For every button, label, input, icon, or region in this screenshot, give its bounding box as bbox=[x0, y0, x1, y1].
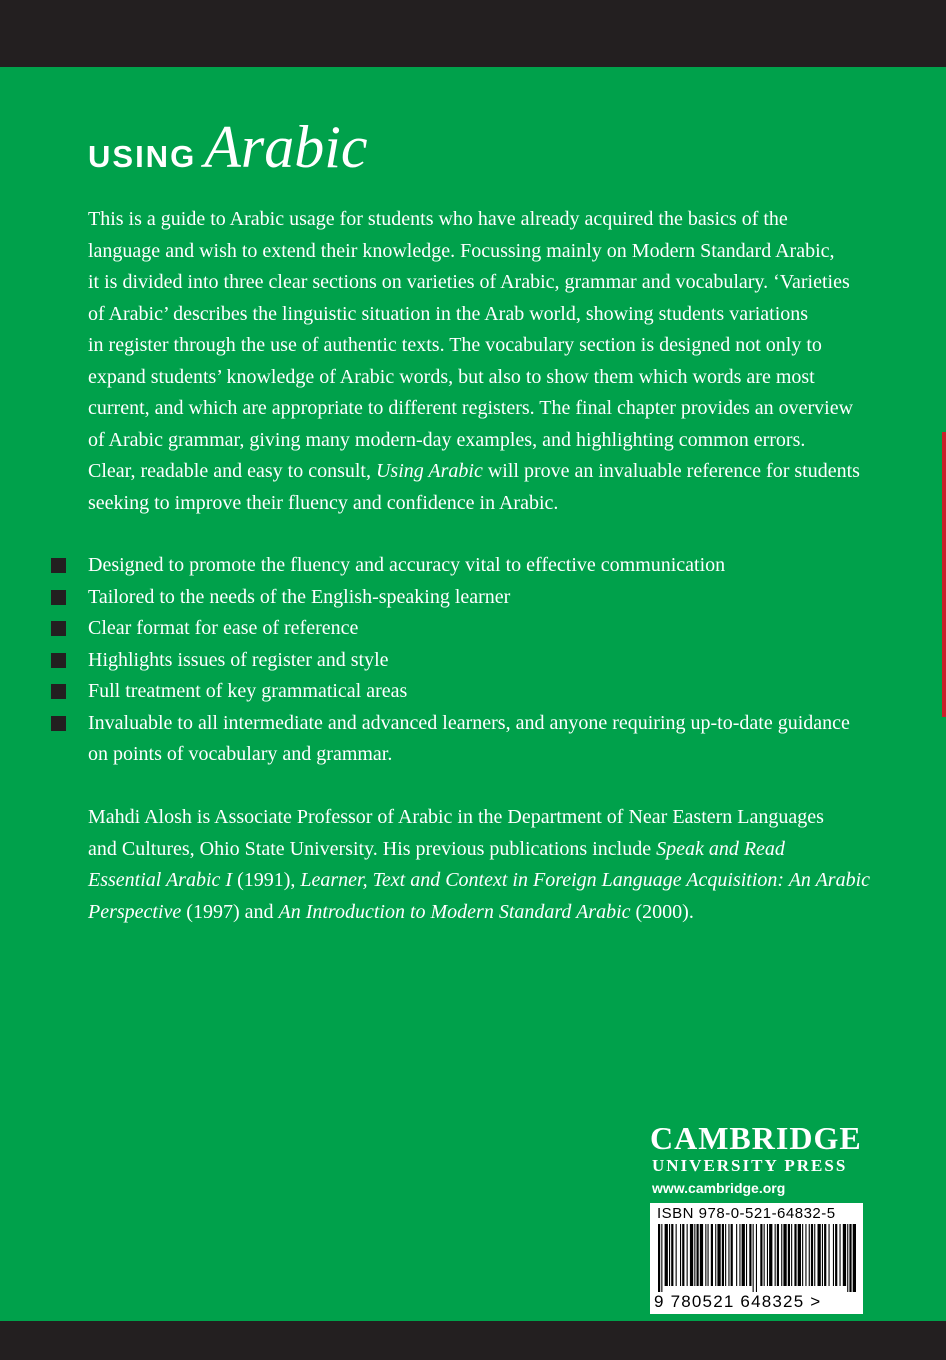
barcode-bar bbox=[849, 1224, 851, 1292]
publisher-name: CAMBRIDGE bbox=[650, 1120, 862, 1156]
blurb-line: in register through the use of authentic texts. The vocabulary section is designed not only to bbox=[88, 334, 822, 356]
barcode-bar bbox=[680, 1224, 681, 1286]
feature-item bbox=[0, 613, 946, 645]
bio-book-title: An Introduction to Modern Standard Arabic bbox=[278, 900, 631, 923]
blurb-line: current, and which are appropriate to different registers. The final chapter provides an overview bbox=[88, 397, 854, 419]
blurb-line: of Arabic grammar, giving many modern-day examples, and highlighting common errors. bbox=[88, 428, 806, 451]
barcode-bar bbox=[764, 1224, 765, 1286]
barcode-bar bbox=[742, 1224, 745, 1286]
barcode-bar bbox=[829, 1224, 830, 1286]
bio-line: Mahdi Alosh is Associate Professor of Arabic in the Department of Near Eastern Languages bbox=[88, 806, 824, 828]
blurb-line: seeking to improve their fluency and confidence in Arabic. bbox=[88, 491, 559, 514]
bio-text: and Cultures, Ohio State University. His previous publications include bbox=[88, 837, 657, 860]
bio-line bbox=[88, 865, 908, 897]
barcode-bar bbox=[840, 1224, 841, 1286]
barcode-bar bbox=[775, 1224, 776, 1286]
barcode-bar bbox=[783, 1224, 786, 1286]
barcode-bar bbox=[760, 1224, 762, 1286]
publisher-url: www.cambridge.org bbox=[652, 1180, 786, 1196]
barcode-bar bbox=[722, 1224, 724, 1286]
isbn-barcode bbox=[650, 1203, 863, 1314]
barcode-bar bbox=[777, 1224, 779, 1286]
barcode-bar bbox=[814, 1224, 815, 1286]
barcode-bar bbox=[833, 1224, 834, 1286]
publisher-subtitle: UNIVERSITY PRESS bbox=[652, 1156, 848, 1175]
barcode-bar bbox=[791, 1224, 792, 1286]
blurb-title-italic: Using Arabic bbox=[375, 460, 483, 482]
blurb-line: expand students’ knowledge of Arabic words, but also to show them which words are most bbox=[88, 365, 815, 388]
blurb-line: it is divided into three clear sections on varieties of Arabic, grammar and vocabulary. ‘Varieties bbox=[88, 271, 850, 293]
feature-item bbox=[0, 582, 946, 614]
barcode-bar bbox=[736, 1224, 737, 1286]
barcode-bar bbox=[690, 1224, 693, 1286]
barcode-bar bbox=[767, 1224, 768, 1286]
bullet-square-icon bbox=[51, 684, 66, 699]
blurb-text: will prove an invaluable reference for students bbox=[482, 460, 860, 482]
barcode-bar bbox=[705, 1224, 706, 1286]
barcode-bar bbox=[809, 1224, 810, 1286]
barcode-bar bbox=[671, 1224, 673, 1286]
bullet-square-icon bbox=[51, 590, 66, 605]
barcode-bar bbox=[769, 1224, 772, 1286]
barcode-bar bbox=[658, 1224, 660, 1292]
feature-list bbox=[0, 550, 946, 771]
bio-text: (1997) and bbox=[181, 900, 279, 923]
bullet-square-icon bbox=[51, 716, 66, 731]
barcode-bar bbox=[749, 1224, 751, 1286]
feature-text-continued: on points of vocabulary and grammar. bbox=[88, 743, 393, 765]
barcode-bar bbox=[853, 1224, 856, 1292]
bio-book-title: Perspective bbox=[88, 900, 182, 923]
feature-text: Designed to promote the fluency and accuracy vital to effective communication bbox=[88, 554, 726, 576]
barcode-bar bbox=[708, 1224, 709, 1286]
barcode-bar bbox=[805, 1224, 806, 1286]
barcode-bar bbox=[818, 1224, 821, 1286]
barcode-bar bbox=[794, 1224, 796, 1286]
feature-text: Highlights issues of register and style bbox=[88, 648, 389, 671]
barcode-bars bbox=[656, 1224, 857, 1292]
feature-text: Invaluable to all intermediate and advanced learners, and anyone requiring up-to-date guidance bbox=[88, 711, 850, 734]
barcode-bar bbox=[694, 1224, 695, 1286]
barcode-bar bbox=[739, 1224, 740, 1286]
blurb-text: Clear, readable and easy to consult, bbox=[88, 460, 376, 482]
feature-item bbox=[0, 708, 946, 771]
book-title bbox=[88, 113, 368, 182]
feature-text: Full treatment of key grammatical areas bbox=[88, 680, 408, 702]
barcode-bar bbox=[728, 1224, 729, 1286]
barcode-bar bbox=[788, 1224, 790, 1286]
barcode-bar bbox=[835, 1224, 837, 1286]
barcode-bar bbox=[725, 1224, 726, 1286]
barcode-bar bbox=[824, 1224, 826, 1286]
bullet-square-icon bbox=[51, 653, 66, 668]
blurb-line: of Arabic’ describes the linguistic situation in the Arab world, showing students variations bbox=[88, 302, 809, 325]
barcode-bar bbox=[781, 1224, 782, 1286]
blurb-paragraph bbox=[88, 204, 908, 519]
back-cover bbox=[0, 67, 946, 1321]
author-bio bbox=[88, 802, 908, 928]
bio-book-title: Speak and Read bbox=[656, 837, 785, 860]
barcode-bar bbox=[697, 1224, 699, 1286]
feature-text: Tailored to the needs of the English-speaking learner bbox=[88, 585, 511, 608]
barcode-bar bbox=[661, 1224, 662, 1292]
barcode-bar bbox=[822, 1224, 823, 1286]
barcode-bar bbox=[756, 1224, 757, 1292]
isbn-number: ISBN 978-0-521-64832-5 bbox=[657, 1205, 836, 1222]
bullet-square-icon bbox=[51, 621, 66, 636]
barcode-bar bbox=[669, 1224, 670, 1286]
barcode-bar bbox=[676, 1224, 677, 1286]
bio-book-title: Learner, Text and Context in Foreign Language Acquisition: An Arabic bbox=[300, 869, 870, 891]
bullet-square-icon bbox=[51, 558, 66, 573]
blurb-line: This is a guide to Arabic usage for students who have already acquired the basics of the bbox=[88, 208, 788, 230]
bio-line bbox=[88, 897, 908, 929]
barcode-bar bbox=[711, 1224, 713, 1286]
ean-digits: 9 780521 648325 > bbox=[654, 1292, 822, 1311]
barcode-bar bbox=[717, 1224, 720, 1286]
barcode-bar bbox=[682, 1224, 684, 1286]
barcode-bar bbox=[687, 1224, 688, 1286]
barcode-bar bbox=[700, 1224, 703, 1286]
feature-item bbox=[0, 645, 946, 677]
title-arabic: Arabic bbox=[204, 114, 368, 180]
bio-line bbox=[88, 834, 908, 866]
feature-text: Clear format for ease of reference bbox=[88, 617, 359, 639]
feature-item bbox=[0, 550, 946, 582]
blurb-line: language and wish to extend their knowledge. Focussing mainly on Modern Standard Arabic, bbox=[88, 239, 835, 262]
feature-item bbox=[0, 676, 946, 708]
barcode-bar bbox=[746, 1224, 747, 1286]
barcode-bar bbox=[798, 1224, 801, 1286]
barcode-bar bbox=[847, 1224, 848, 1292]
publisher-logo bbox=[650, 1121, 862, 1199]
bio-book-title: Essential Arabic I bbox=[88, 869, 233, 891]
barcode-bar bbox=[802, 1224, 803, 1286]
blurb-line bbox=[88, 456, 908, 488]
barcode-bar bbox=[843, 1224, 846, 1286]
bio-text: (1991), bbox=[232, 869, 301, 891]
barcode-bar bbox=[731, 1224, 733, 1286]
barcode-bar bbox=[715, 1224, 716, 1286]
title-using: USING bbox=[88, 139, 197, 174]
barcode-bar bbox=[665, 1224, 668, 1286]
barcode-bar bbox=[753, 1224, 754, 1292]
barcode-bar bbox=[811, 1224, 813, 1286]
bio-text: (2000). bbox=[630, 900, 694, 923]
